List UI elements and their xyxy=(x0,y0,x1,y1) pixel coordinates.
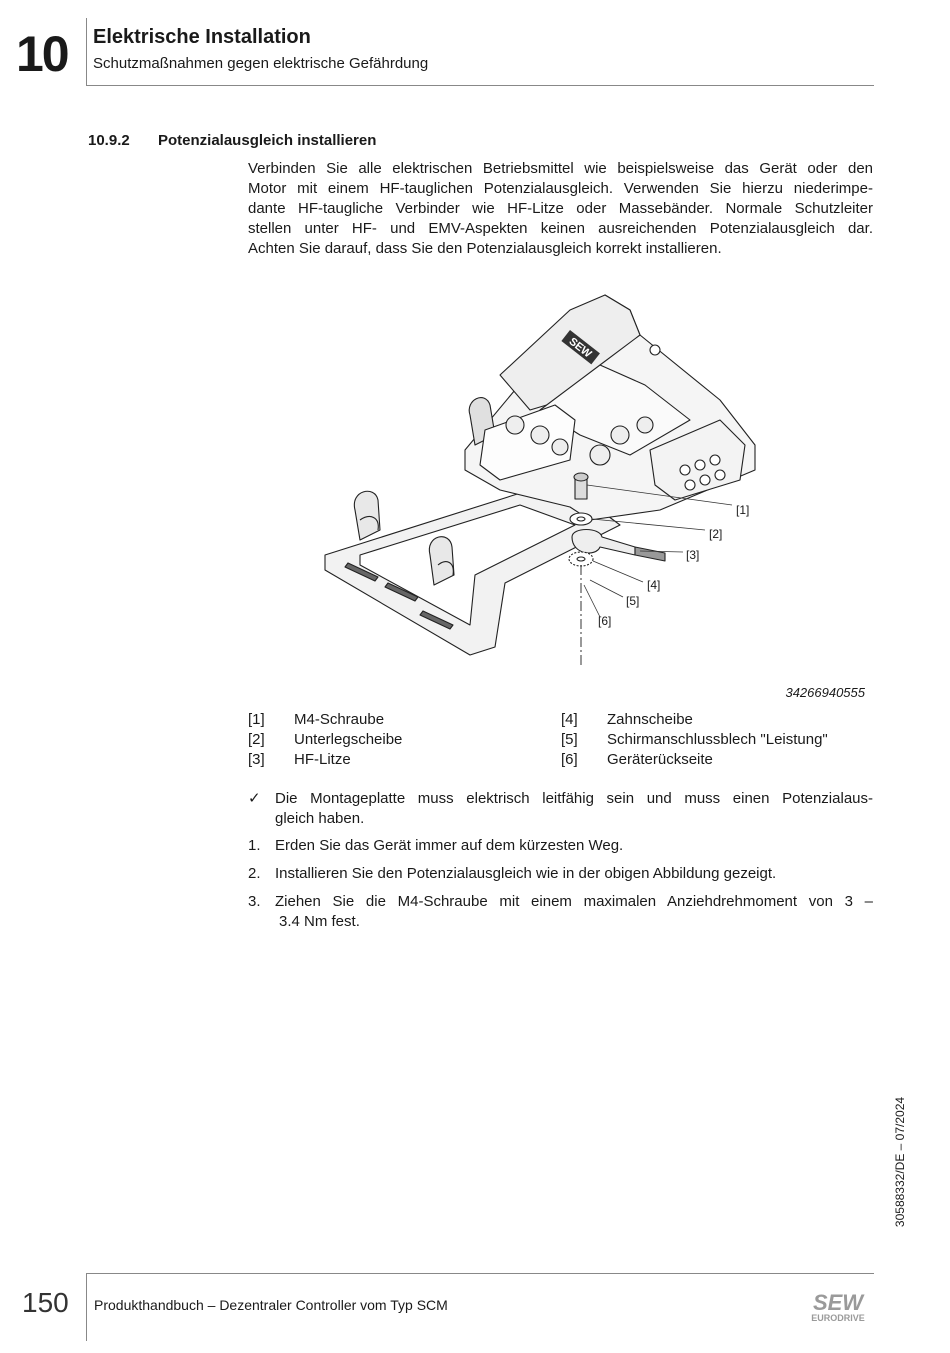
legend-text: HF-Litze xyxy=(294,751,351,768)
installation-drawing xyxy=(300,285,780,670)
chapter-subtitle: Schutzmaßnahmen gegen elektrische Gefährdung xyxy=(93,55,429,72)
section-number: 10.9.2 xyxy=(88,132,130,149)
prerequisite-line: gleich haben. xyxy=(275,810,365,827)
callout-3: [3] xyxy=(686,548,700,562)
callout-6: [6] xyxy=(598,614,612,628)
intro-paragraph xyxy=(248,159,873,259)
section-title: Potenzialausgleich installieren xyxy=(158,132,377,149)
step-item xyxy=(248,892,873,932)
svg-text:SEW: SEW xyxy=(812,1290,864,1315)
legend-number: [6] xyxy=(561,751,578,768)
footer-divider-vertical xyxy=(86,1273,87,1341)
header-divider-vertical xyxy=(86,18,87,86)
chapter-number: 10 xyxy=(16,26,68,82)
prerequisite-item xyxy=(248,789,873,829)
svg-text:EURODRIVE: EURODRIVE xyxy=(811,1313,865,1323)
step-text-line: 3.4 Nm fest. xyxy=(279,913,360,930)
legend-number: [3] xyxy=(248,751,265,768)
figure-id: 34266940555 xyxy=(785,685,865,700)
legend-text: Zahnscheibe xyxy=(607,711,693,728)
legend-number: [4] xyxy=(561,711,578,728)
intro-line: Motor mit einem HF-tauglichen Potenzialausgleich. Verwenden Sie hierzu niederimpe- xyxy=(248,180,873,197)
device-logo-text: SEW xyxy=(566,335,594,361)
prerequisite-line: Die Montageplatte muss elektrisch leitfähig sein und muss einen Potenzialaus- xyxy=(275,790,873,807)
legend-number: [5] xyxy=(561,731,578,748)
legend-text: Unterlegscheibe xyxy=(294,731,403,748)
sew-eurodrive-logo xyxy=(803,1290,873,1324)
intro-line: Verbinden Sie alle elektrischen Betriebsmittel wie beispielsweise das Gerät oder den xyxy=(248,160,873,177)
page-number: 150 xyxy=(22,1287,69,1318)
step-text: Installieren Sie den Potenzialausgleich wie in der obigen Abbildung gezeigt. xyxy=(275,865,777,882)
step-text-line: Ziehen Sie die M4-Schraube mit einem maximalen Anziehdrehmoment von 3 – xyxy=(275,893,873,910)
callout-4: [4] xyxy=(647,578,661,592)
footer-divider-horizontal xyxy=(86,1273,874,1274)
step-number: 1. xyxy=(248,837,261,854)
step-item xyxy=(248,836,873,856)
document-id-vertical: 30588332/DE – 07/2024 xyxy=(893,1096,907,1228)
chapter-title: Elektrische Installation xyxy=(93,26,311,48)
legend-text: Schirmanschlussblech "Leistung" xyxy=(607,731,828,748)
step-item xyxy=(248,864,873,884)
step-number: 3. xyxy=(248,893,261,910)
legend-text: M4-Schraube xyxy=(294,711,385,728)
checkmark-icon: ✓ xyxy=(248,790,261,807)
callout-1: [1] xyxy=(736,503,750,517)
intro-line: dante HF-taugliche Verbinder wie HF-Litze oder Massebänder. Normale Schutzleiter xyxy=(248,200,873,217)
header-divider-horizontal xyxy=(86,85,874,86)
step-number: 2. xyxy=(248,865,261,882)
legend-number: [2] xyxy=(248,731,265,748)
callout-5: [5] xyxy=(626,594,640,608)
callout-2: [2] xyxy=(709,527,723,541)
footer-text: Produkthandbuch – Dezentraler Controller vom Typ SCM xyxy=(94,1297,448,1313)
step-text: Erden Sie das Gerät immer auf dem kürzesten Weg. xyxy=(275,837,624,854)
legend-number: [1] xyxy=(248,711,265,728)
intro-line: stellen unter HF- und EMV-Aspekten keinen ausreichenden Potenzialausgleich dar. xyxy=(248,220,873,237)
legend-text: Geräterückseite xyxy=(607,751,713,768)
intro-line: Achten Sie darauf, dass Sie den Potenzialausgleich korrekt installieren. xyxy=(248,240,722,257)
